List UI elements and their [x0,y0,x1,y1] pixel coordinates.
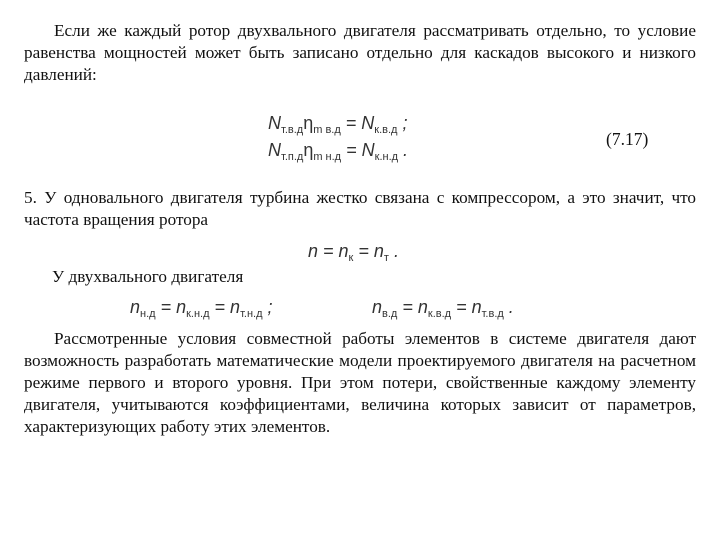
efficiency-subscript: m н.д [313,151,342,163]
equation-single-shaft-speed [308,240,399,265]
speed-symbol: n [308,241,319,261]
equation-low-pressure [268,139,408,164]
power-subscript: к.в.д [374,124,398,136]
speed-subscript: н.д [140,308,156,320]
punctuation: . [503,297,514,317]
equation-high-pressure-speed [372,296,514,321]
equals-sign: = [340,113,362,133]
punctuation: ; [262,297,273,317]
equation-low-pressure-speed [130,296,273,321]
power-symbol: N [361,140,375,160]
efficiency-subscript: m в.д [313,124,341,136]
equation-number: (7.17) [606,129,649,149]
paragraph-conclusion: Рассмотренные условия совместной работы элементов в системе двигателя дают возможность разработать математические модели проектируемого двигателя на расчетном режиме первого и второго уровня. При этом потери, свойственные каждому элементу двигателя, учитываются коэффициентами, величина которых зависит от параметров, характеризующих работу этих элементов. [24,329,696,436]
speed-subscript: к [348,252,354,264]
speed-subscript: в.д [382,308,398,320]
power-subscript: к.н.д [374,151,399,163]
speed-subscript: т.в.д [481,308,504,320]
paragraph-twin-shaft: У двухвального двигателя [52,267,244,286]
speed-symbol: n [176,297,187,317]
power-symbol: N [268,113,281,133]
speed-subscript: т [383,252,389,264]
speed-symbol: n [338,241,349,261]
speed-symbol: n [130,297,141,317]
power-symbol: N [361,113,375,133]
speed-symbol: n [230,297,241,317]
speed-symbol: n [372,297,383,317]
power-subscript: т.в.д [281,124,304,136]
power-symbol: N [268,140,281,160]
speed-subscript: к.н.д [186,308,210,320]
speed-symbol: n [373,241,384,261]
equals-sign: = [155,297,177,317]
equals-sign: = [397,297,418,317]
punctuation: . [398,140,409,160]
equals-sign: = [209,297,231,317]
paragraph-intro: Если же каждый ротор двухвального двигателя рассматривать отдельно, то условие равенства мощностей может быть записано отдельно для каскадов высокого и низкого давлений: [24,21,696,84]
speed-symbol: n [471,297,482,317]
equals-sign: = [318,241,339,261]
speed-subscript: к.в.д [427,308,452,320]
equation-high-pressure [268,112,407,137]
equals-sign: = [353,241,374,261]
speed-subscript: т.н.д [240,308,263,320]
punctuation: . [388,241,399,261]
speed-symbol: n [417,297,428,317]
paragraph-single-shaft: 5. У одновального двигателя турбина жестко связана с компрессором, а это значит, что частота вращения ротора [24,188,696,229]
equals-sign: = [341,140,362,160]
punctuation: ; [397,113,408,133]
efficiency-symbol: η [303,140,314,160]
efficiency-symbol: η [303,113,314,133]
power-subscript: т.п.д [281,151,304,163]
equals-sign: = [451,297,472,317]
